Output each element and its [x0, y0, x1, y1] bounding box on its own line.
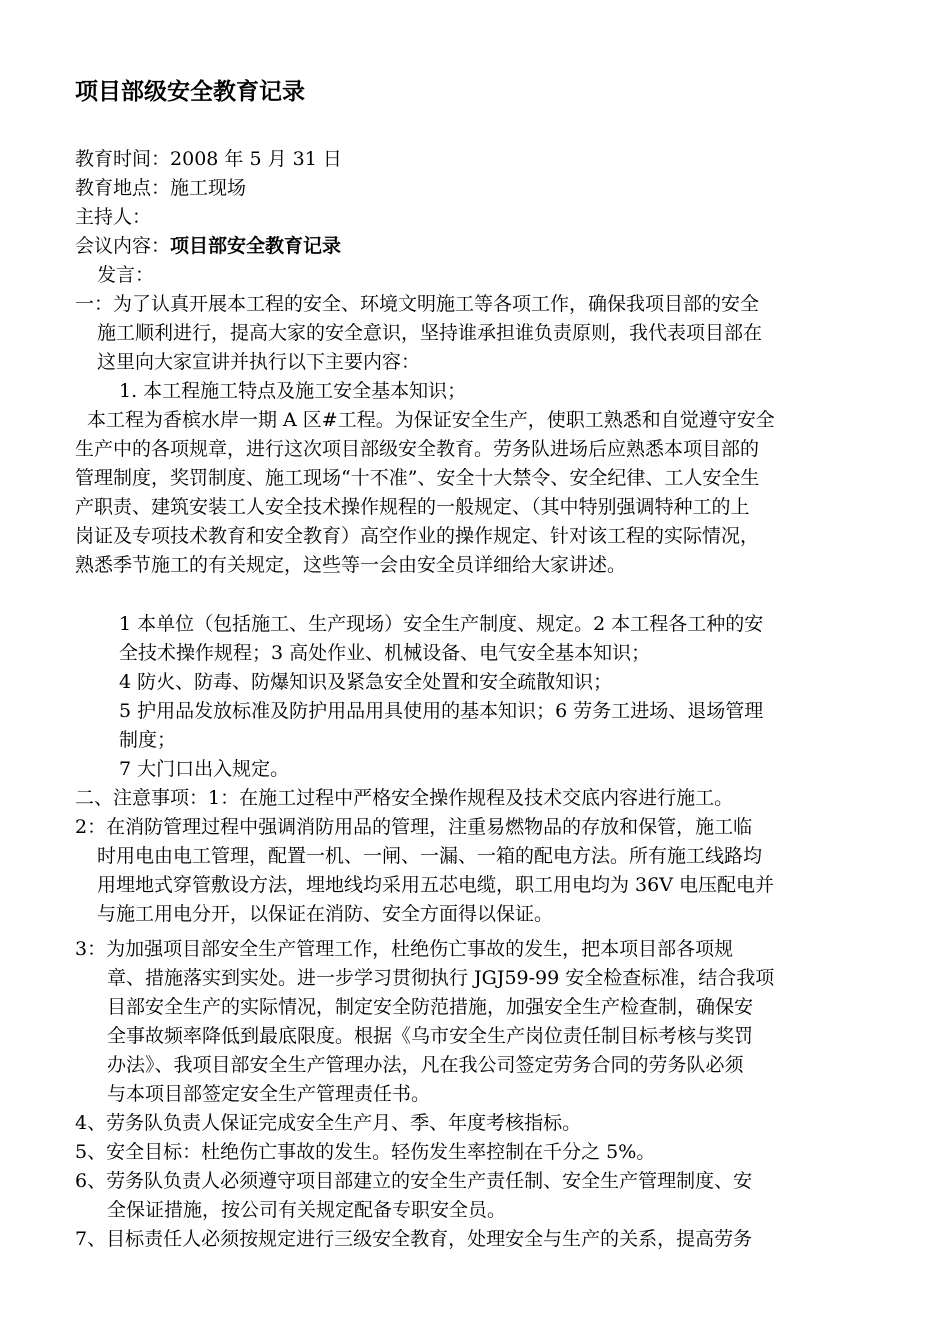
- page-title: 项目部级安全教育记录: [75, 79, 305, 105]
- text-line: 管理制度，奖罚制度、施工现场“十不准”、安全十大禁令、安全纪律、工人安全生: [75, 467, 760, 489]
- education-place-label: 教育地点：: [75, 177, 171, 199]
- text-line: 目部安全生产的实际情况，制定安全防范措施，加强安全生产检查制，确保安: [107, 996, 754, 1018]
- text-line: 熟悉季节施工的有关规定，这些等一会由安全员详细给大家讲述。: [75, 554, 627, 576]
- text-line: 5 护用品发放标准及防护用品用具使用的基本知识；6 劳务工进场、退场管理: [119, 700, 764, 722]
- host: [75, 203, 885, 232]
- text-line: 办法》、我项目部安全生产管理办法，凡在我公司签定劳务合同的劳务队必须: [107, 1054, 744, 1076]
- education-time-label: 教育时间：: [75, 148, 171, 170]
- text-line: 4、劳务队负责人保证完成安全生产月、季、年度考核指标。: [75, 1112, 582, 1134]
- text-line: 与本项目部签定安全生产管理责任书。: [107, 1083, 431, 1105]
- education-place-value: 施工现场: [170, 177, 247, 199]
- document-body: [75, 145, 885, 1254]
- education-time: [75, 145, 885, 174]
- text-line: 全保证措施，按公司有关规定配备专职安全员。: [107, 1199, 507, 1221]
- text-line: 全事故频率降低到最底限度。根据《乌市安全生产岗位责任制目标考核与奖罚: [107, 1025, 754, 1047]
- text-line: 产职责、建筑安装工人安全技术操作规程的一般规定、（其中特别强调特种工的上: [75, 496, 750, 518]
- text-line: 生产中的各项规章，进行这次项目部级安全教育。劳务队进场后应熟悉本项目部的: [75, 438, 760, 460]
- text-line: 这里向大家宣讲并执行以下主要内容：: [97, 351, 421, 373]
- text-line: 全技术操作规程；3 高处作业、机械设备、电气安全基本知识；: [119, 642, 651, 664]
- education-time-value: 2008 年 5 月 31 日: [170, 148, 342, 170]
- text-line: 3：为加强项目部安全生产管理工作，杜绝伤亡事故的发生，把本项目部各项规: [75, 938, 734, 960]
- text-line: 本工程为香槟水岸一期 A 区#工程。为保证安全生产，使职工熟悉和自觉遵守安全: [87, 409, 775, 431]
- meeting-content: [75, 232, 885, 261]
- text-line: 时用电由电工管理，配置一机、一闸、一漏、一箱的配电方法。所有施工线路均: [97, 845, 763, 867]
- text-line: 2：在消防管理过程中强调消防用品的管理，注重易燃物品的存放和保管，施工临: [75, 816, 753, 838]
- text-line: 一：为了认真开展本工程的安全、环境文明施工等各项工作，确保我项目部的安全: [75, 293, 760, 315]
- text-line: 岗证及专项技术教育和安全教育）高空作业的操作规定、针对该工程的实际情况，: [75, 525, 760, 547]
- education-place: [75, 174, 885, 203]
- text-line: 7、目标责任人必须按规定进行三级安全教育，处理安全与生产的关系，提高劳务: [75, 1228, 753, 1250]
- text-line: 制度；: [119, 729, 177, 751]
- text-line: 7 大门口出入规定。: [119, 758, 290, 780]
- meeting-content-value: 项目部安全教育记录: [170, 235, 342, 257]
- text-line: 6、劳务队负责人必须遵守项目部建立的安全生产责任制、安全生产管理制度、安: [75, 1170, 753, 1192]
- text-line: 与施工用电分开，以保证在消防、安全方面得以保证。: [97, 903, 554, 925]
- speech-label: 发言：: [97, 264, 155, 286]
- text-line: 施工顺利进行，提高大家的安全意识，坚持谁承担谁负责原则，我代表项目部在: [97, 322, 763, 344]
- text-line: 5、安全目标：杜绝伤亡事故的发生。轻伤发生率控制在千分之 5%。: [75, 1141, 656, 1163]
- text-line: 章、措施落实到实处。进一步学习贯彻执行 JGJ59-99 安全检查标准，结合我项: [107, 967, 775, 989]
- host-label: 主持人：: [75, 206, 152, 228]
- text-line: 4 防火、防毒、防爆知识及紧急安全处置和安全疏散知识；: [119, 671, 613, 693]
- text-line: 用埋地式穿管敷设方法，埋地线均采用五芯电缆，职工用电均为 36V 电压配电并: [97, 874, 774, 896]
- text-line: 1. 本工程施工特点及施工安全基本知识；: [119, 380, 467, 402]
- meeting-content-label: 会议内容：: [75, 235, 171, 257]
- text-line: 1 本单位（包括施工、生产现场）安全生产制度、规定。2 本工程各工种的安: [119, 613, 764, 635]
- paragraph-gap: [75, 580, 885, 610]
- text-line: 二、注意事项：1：在施工过程中严格安全操作规程及技术交底内容进行施工。: [75, 787, 734, 809]
